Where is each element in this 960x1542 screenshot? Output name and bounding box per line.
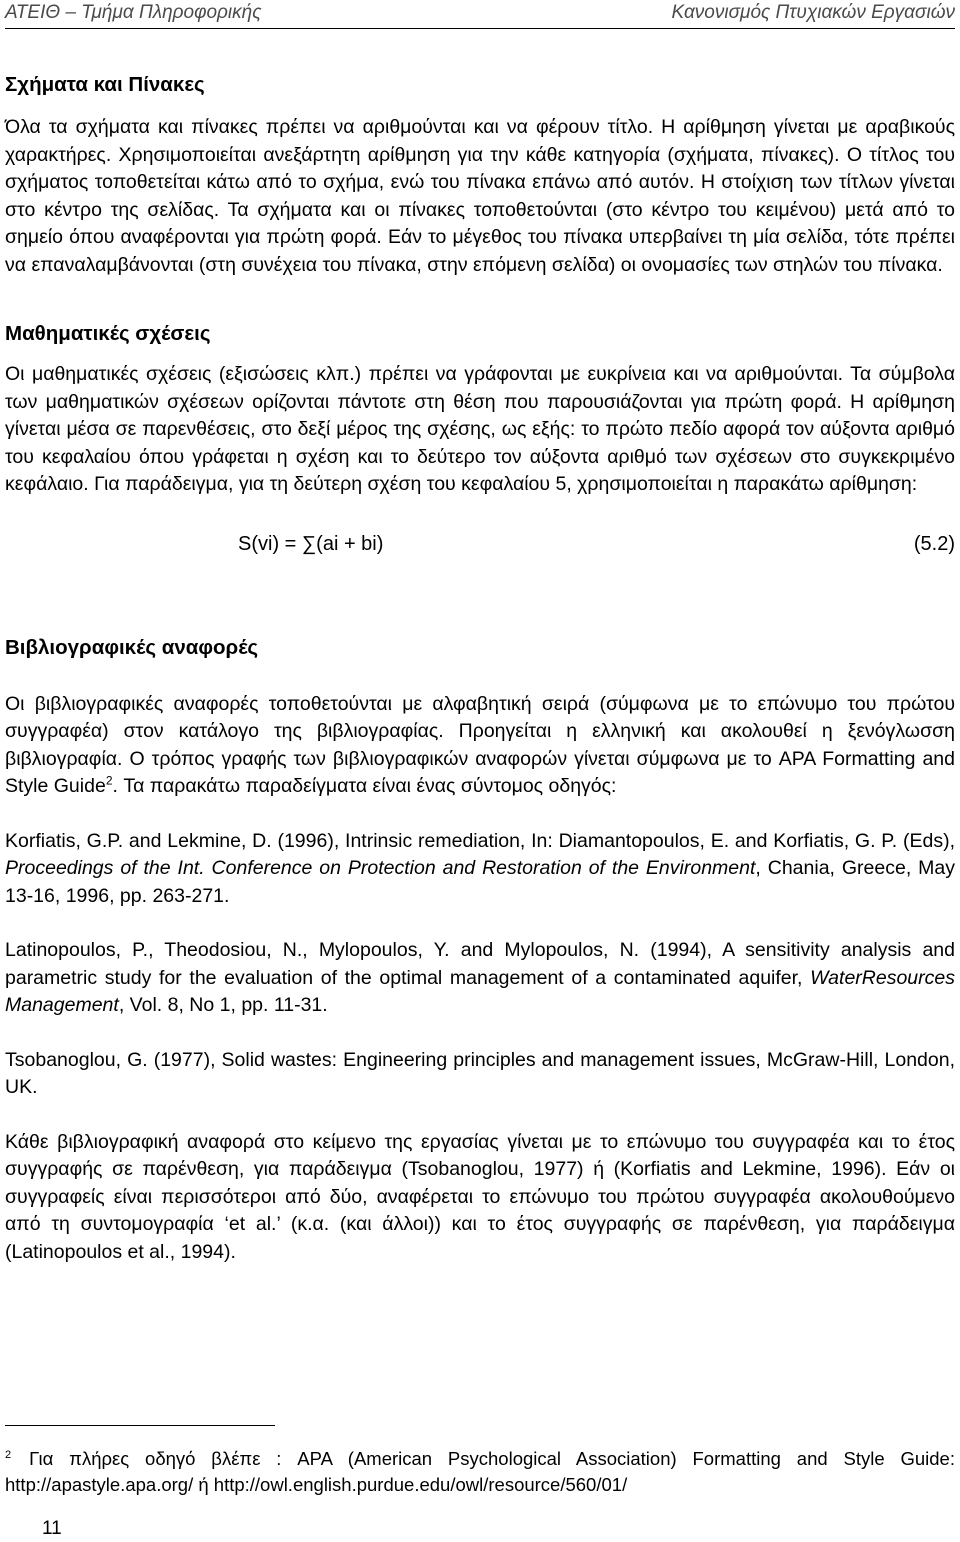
references-intro-text: Οι βιβλιογραφικές αναφορές τοποθετούνται με αλφαβητική σειρά (σύμφωνα με το επώνυμο του πρώτου συγγραφέα) στον κατάλογο της βιβλιογραφίας. Προηγείται η ελληνική και ακολουθεί η ξενόγλωσση βιβλιογραφία. Ο τρόπος γραφής των βιβλιογραφικών αναφορών γίνεται σύμφωνα με το APA Formatting and Style Guide	[5, 692, 955, 797]
reference-entry	[5, 828, 955, 911]
header-document-title: Κανονισμός Πτυχιακών Εργασιών	[671, 2, 955, 23]
formula-number: (5.2)	[913, 532, 955, 555]
math-paragraph: Οι μαθηματικές σχέσεις (εξισώσεις κλπ.) πρέπει να γράφονται με ευκρίνεια και να αριθμούνται. Τα σύμβολα των μαθηματικών σχέσεων ορίζονται πάντοτε στη θέση που παρουσιάζονται για πρώτη φορά. Η αρίθμηση γίνεται μέσα σε παρενθέσεις, στο δεξί μέρος της σχέσης, ως εξής: το πρώτο πεδίο αφορά τον αύξοντα αριθμό του κεφαλαίου όπου γράφεται η σχέση και το δεύτερο τον αύξοντα αριθμό των σχέσεων στο συγκεκριμένο κεφάλαιο. Για παράδειγμα, για τη δεύτερη σχέση του κεφαλαίου 5, χρησιμοποιείται η παρακάτω αρίθμηση:	[5, 363, 955, 495]
reference-1-proceedings: Proceedings of the Int. Conference on Protection and Restoration of the Environment	[5, 857, 756, 879]
figures-paragraph: Όλα τα σχήματα και πίνακες πρέπει να αριθμούνται και να φέρουν τίτλο. Η αρίθμηση γίνεται με αραβικούς χαρακτήρες. Χρησιμοποιείται ανεξάρτητη αρίθμηση για την κάθε κατηγορία (σχήματα, πίνακες). Ο τίτλος του σχήματος τοποθετείται κάτω από το σχήμα, ενώ του πίνακα επάνω από αυτόν. Η στοίχιση των τίτλων γίνεται στο κέντρο της σελίδας. Τα σχήματα και οι πίνακες τοποθετούνται (στο κέντρο του κειμένου) μετά από το σημείο όπου αναφέρονται για πρώτη φορά. Εάν το μέγεθος του πίνακα υπερβαίνει τη μία σελίδα, τότε πρέπει να επαναλαμβάνονται (στη συνέχεια του πίνακα, στην επόμενη σελίδα) οι ονομασίες των στηλών του πίνακα.	[5, 116, 955, 276]
section-title-math: Μαθηματικές σχέσεις	[5, 322, 211, 345]
section-title-references: Βιβλιογραφικές αναφορές	[5, 635, 259, 659]
reference-2-journal: WaterResources Management	[5, 966, 955, 1016]
references-intro	[5, 691, 955, 801]
references-closing-paragraph: Κάθε βιβλιογραφική αναφορά στο κείμενο της εργασίας γίνεται με το επώνυμο του συγγραφέα και το έτος συγγραφής σε παρένθεση, για παράδειγμα (Tsobanoglou, 1977) ή (Korfiatis and Lekmine, 1996). Εάν οι συγγραφείς είναι περισσότεροι από δύο, αναφέρεται το επώνυμο του πρώτου συγγραφέα ακολουθούμενο από τη συντομογραφία ‘et al.’ (κ.α. (και άλλοι)) και το έτος συγγραφής σε παρένθεση, για παράδειγμα (Latinopoulos et al., 1994).	[5, 1130, 955, 1263]
references-intro-tail: . Τα παρακάτω παραδείγματα είναι ένας σύντομος οδηγός:	[112, 775, 617, 797]
footnote	[5, 1446, 955, 1498]
reference-1-details: , Chania, Greece, May 13-16, 1996, pp. 263-271.	[5, 857, 956, 907]
reference-entry: Tsobanoglou, G. (1977), Solid wastes: Engineering principles and management issues, McGraw-Hill, London, UK.	[5, 1048, 955, 1098]
section-title-figures: Σχήματα και Πίνακες	[5, 73, 205, 96]
formula-expression: S(vi) = ∑(ai + bi)	[238, 532, 384, 555]
footnote-reference-mark: 2	[105, 773, 113, 788]
formula-block	[5, 529, 955, 559]
reference-1-authors: Korfiatis, G.P. and Lekmine, D. (1996), Intrinsic remediation, In: Diamantopoulos, E. and Korfiatis, G. P. (Eds),	[5, 829, 955, 852]
page-content	[5, 70, 955, 1266]
footnote-text: Για πλήρες οδηγό βλέπε : APA (American Psychological Association) Formatting and Style Guide: http://apastyle.apa.org/ ή http://owl.english.purdue.edu/owl/resource/560/01/	[5, 1448, 955, 1495]
header-institution: ΑΤΕΙΘ – Τμήμα Πληροφορικής	[5, 2, 262, 23]
reference-2-authors: Latinopoulos, P., Theodosiou, N., Mylopoulos, Y. and Mylopoulos, N. (1994), A sensitivity analysis and parametric study for the evaluation of the optimal management of a contaminated aquifer,	[5, 939, 955, 989]
footnote-separator	[5, 1425, 275, 1426]
page-number: 11	[42, 1518, 62, 1539]
footnote-mark: 2	[5, 1448, 12, 1461]
page-header	[5, 2, 955, 29]
reference-entry	[5, 937, 955, 1020]
reference-2-details: , Vol. 8, No 1, pp. 11-31.	[118, 994, 328, 1016]
